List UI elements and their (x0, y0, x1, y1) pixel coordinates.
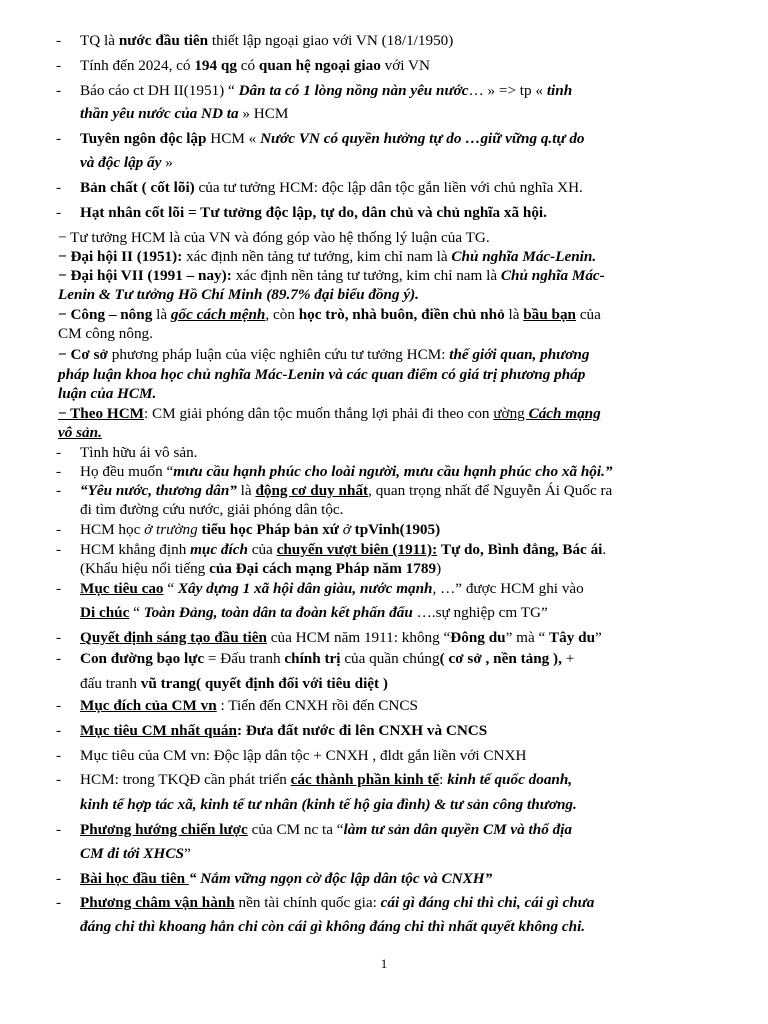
line-diplomacy-first: TQ là nước đầu tiên thiết lập ngoại giao với VN (18/1/1950) (80, 32, 454, 49)
line-finance-motto-cont: đáng chi thì khoang hẳn chi còn cái gì không đáng chi thì nhất quyết không chi. (80, 918, 586, 935)
line-consistent-goal: Mục tiêu CM nhất quán: Đưa đất nước đi lên CNXH và CNCS (80, 722, 488, 739)
bullet-dash: - (56, 747, 62, 764)
bullet-dash: - (56, 204, 62, 221)
line-declaration-cont: và độc lập ấy » (80, 154, 173, 171)
bullet-dash: - (56, 870, 62, 887)
line-report-1951-cont: thần yêu nước của ND ta » HCM (80, 105, 289, 122)
line-violent-path: Con đường bạo lực = Đấu tranh chính trị của quần chúng( cơ sở , nền tảng ), + (80, 650, 575, 667)
line-finance-motto: Phương châm vận hành nền tài chính quốc gia: cái gì đáng chi thì chi, cái gì chưa (80, 894, 595, 911)
bullet-dash: - (56, 482, 62, 499)
para-methodology: − Cơ sở phương pháp luận của việc nghiên cứu tư tưởng HCM: thế giới quan, phương (58, 346, 590, 363)
bullet-dash: - (56, 650, 62, 667)
line-first-lesson: Bài học đầu tiên “ Nắm vững ngọn cờ độc lập dân tộc và CNXH” (80, 870, 493, 887)
line-cm-purpose: Mục đích của CM vn : Tiến đến CNXH rồi đến CNCS (80, 697, 418, 714)
line-school: HCM học ở trường tiểu học Pháp bản xứ ở tpVinh(1905) (80, 521, 441, 538)
line-strategic-direction: Phương hướng chiến lược của CM nc ta “làm tư sản dân quyền CM và thổ địa (80, 821, 573, 838)
para-congress-7-cont: Lenin & Tư tưởng Hồ Chí Minh (89.7% đại biểu đồng ý). (58, 286, 419, 303)
line-happiness: Họ đều muốn “mưu cầu hạnh phúc cho loài người, mưu cầu hạnh phúc cho xã hội.” (80, 463, 613, 480)
bullet-dash: - (56, 722, 62, 739)
line-core-nucleus: Hạt nhân cốt lõi = Tư tưởng độc lập, tự do, dân chủ và chủ nghĩa xã hội. (80, 204, 547, 221)
line-report-1951: Báo cáo ct DH II(1951) “ Dân ta có 1 lòng nồng nàn yêu nước… » => tp « tinh (80, 82, 573, 99)
para-worker-peasant-cont: CM công nông. (58, 325, 153, 342)
bullet-dash: - (56, 444, 62, 461)
bullet-dash: - (56, 521, 62, 538)
line-high-goal: Mục tiêu cao “ Xây dựng 1 xã hội dân giàu, nước mạnh, …” được HCM ghi vào (80, 580, 584, 597)
line-high-goal-cont: Di chúc “ Toàn Đảng, toàn dân ta đoàn kết phấn đấu ….sự nghiệp cm TG” (80, 604, 548, 621)
line-creative-decision: Quyết định sáng tạo đầu tiên của HCM năm 1911: không “Đông du” mà “ Tây du” (80, 629, 602, 646)
line-strategic-direction-cont: CM đi tới XHCS” (80, 845, 191, 862)
line-essence: Bản chất ( cốt lõi) của tư tưởng HCM: độc lập dân tộc gắn liền với chủ nghĩa XH. (80, 179, 583, 196)
line-motivation: “Yêu nước, thương dân” là động cơ duy nhất, quan trọng nhất để Nguyễn Ái Quốc ra (80, 482, 613, 499)
bullet-dash: - (56, 32, 62, 49)
bullet-dash: - (56, 629, 62, 646)
para-congress-2: − Đại hội II (1951): xác định nền tảng tư tưởng, kim chỉ nam là Chủ nghĩa Mác-Lenin. (58, 248, 597, 265)
line-motivation-cont: đi tìm đường cứu nước, giải phóng dân tộc. (80, 501, 344, 518)
bullet-dash: - (56, 580, 62, 597)
para-methodology-cont: pháp luận khoa học chủ nghĩa Mác-Lenin và các quan điểm có giá trị phương pháp (58, 366, 586, 383)
bullet-dash: - (56, 82, 62, 99)
bullet-dash: - (56, 541, 62, 558)
bullet-dash: - (56, 894, 62, 911)
para-according-hcm: − Theo HCM: CM giải phóng dân tộc muốn thắng lợi phải đi theo con ường Cách mạng (58, 405, 601, 422)
para-methodology-end: luận của HCM. (58, 385, 157, 402)
para-according-hcm-cont: vô sản. (58, 424, 102, 441)
line-economic-sectors: HCM: trong TKQĐ cần phát triển các thành phần kinh tế: kinh tế quốc doanh, (80, 771, 573, 788)
bullet-dash: - (56, 57, 62, 74)
line-cm-goal: Mục tiêu của CM vn: Độc lập dân tộc + CNXH , đldt gắn liền với CNXH (80, 747, 527, 764)
line-purpose-1911-cont: (Khẩu hiệu nổi tiếng của Đại cách mạng Pháp năm 1789) (80, 560, 442, 577)
bullet-dash: - (56, 130, 62, 147)
page-number: 1 (380, 956, 388, 971)
bullet-dash: - (56, 821, 62, 838)
line-declaration: Tuyên ngôn độc lập HCM « Nước VN có quyền hưởng tự do …giữ vững q.tự do (80, 130, 585, 147)
bullet-dash: - (56, 697, 62, 714)
line-fraternity: Tình hữu ái vô sản. (80, 444, 198, 461)
bullet-dash: - (56, 179, 62, 196)
line-diplomacy-count: Tính đến 2024, có 194 qg có quan hệ ngoại giao với VN (80, 57, 430, 74)
para-worker-peasant: − Công – nông là gốc cách mệnh, còn học trò, nhà buôn, điền chủ nhỏ là bầu bạn của (58, 306, 601, 323)
line-purpose-1911: HCM khẳng định mục đích của chuyến vượt biên (1911): Tự do, Bình đẳng, Bác ái. (80, 541, 607, 558)
bullet-dash: - (56, 771, 62, 788)
bullet-dash: - (56, 463, 62, 480)
para-congress-7: − Đại hội VII (1991 – nay): xác định nền tảng tư tưởng, kim chỉ nam là Chủ nghĩa Mác- (58, 267, 605, 284)
line-economic-sectors-cont: kinh tế hợp tác xã, kinh tế tư nhân (kinh tế hộ gia đình) & tư sản công thương. (80, 796, 577, 813)
para-hcm-thought: − Tư tưởng HCM là của VN và đóng góp vào hệ thống lý luận của TG. (58, 229, 490, 246)
line-violent-path-cont: đấu tranh vũ trang( quyết định đối với tiêu diệt ) (80, 675, 388, 692)
